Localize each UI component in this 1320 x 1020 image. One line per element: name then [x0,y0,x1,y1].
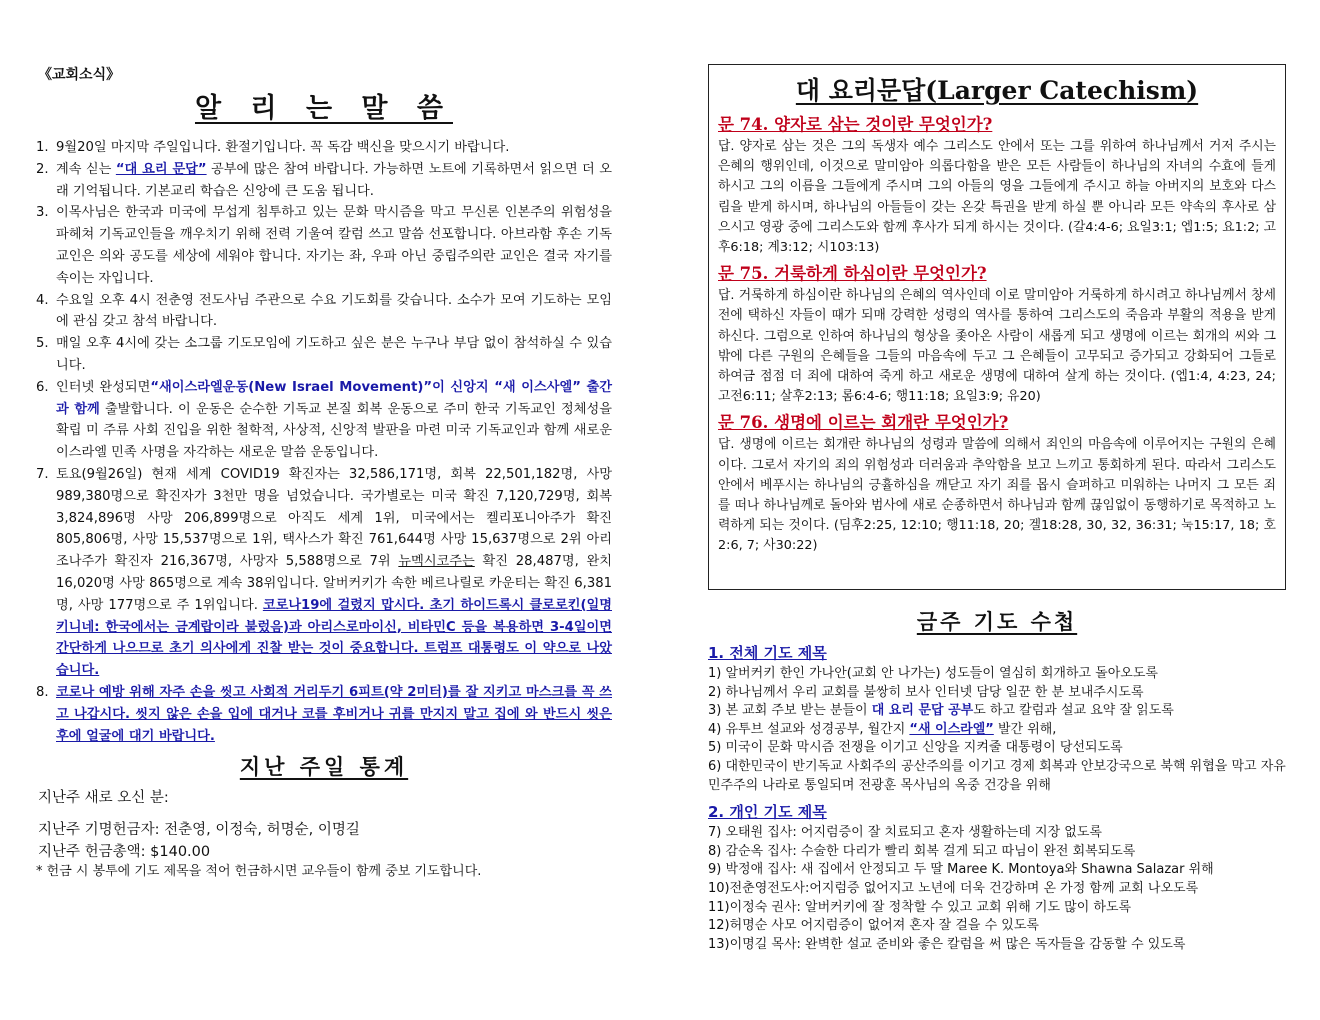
catechism-box [708,64,1286,590]
stat-gap [36,809,612,819]
prayer-item [708,665,1286,684]
prayer-item: 9) 박정애 집사: 새 집에서 안정되고 두 딸 Maree K. Montoya와 Shawna Salazar 위해 [708,862,1214,878]
catechism-question: 문 75. 거룩하게 하심이란 무엇인가? [718,264,987,284]
text-run: 인터넷 완성되면 [56,379,151,395]
notice-number: 2. [36,161,49,177]
notice-item [36,377,612,464]
notice-item [36,159,612,203]
notice-number: 5. [36,336,49,352]
notice-item [36,290,612,334]
prayer-item: 10)전춘영전도사:어지럼증 없어지고 노년에 더욱 건강하며 온 가정 함께 교회 나오도록 [708,880,1199,896]
notice-item [36,464,612,682]
stats-title: 지난 주일 통계 [239,755,409,780]
prayer-item [708,758,1286,795]
notice-number: 4. [36,292,49,308]
prayer-personal-heading: 2. 개인 기도 제목 [708,803,827,822]
catechism-answer: 답. 양자로 삼는 것은 그의 독생자 예수 그리스도 안에서 또는 그를 위하여 하나님께서 거저 주시는 은혜의 행위인데, 이것으로 말미암아 의롭다함을 받은 모든 사람들이 하나님의 자녀의 수효에 들게 하시고 그의 이름을 그들에게 주시며 그의 아들의 영을 그들에게 주시고 하늘 아버지의 보호와 다스림을 받게 하시며, 하나님의 아들들이 갖는 온갖 특권을 받게 하실 뿐 아니라 모든 약속의 후사로 삼으시고 영광 중에 그리스도와 함께 후사가 되게 하시는 것이다. (갈4:4-6; 요일3:1; 엡1:5; 요1:2; 고후6:18; 계3:12; 시103:13) [718,139,1276,256]
notice-item [36,333,612,377]
right-column [708,64,1286,954]
prayer-item: 12)허명순 사모 어지럼증이 없어져 혼자 잘 걸을 수 있도록 [708,918,1039,934]
notice-number: 7. [36,466,49,482]
text-run: 뉴멕시코주는 [398,554,475,570]
notice-item [36,682,612,747]
text-run: 9월20일 마지막 주일입니다. 환절기입니다. 꼭 독감 백신을 맞으시기 바랍니다. [56,140,510,155]
prayer-item: 13)이명길 목사: 완벽한 설교 준비와 좋은 칼럼을 써 많은 독자들을 감동할 수 있도록 [708,936,1186,952]
text-run: 공부에 많은 참여 바랍니다. 가능하면 노트에 기록하면서 읽으면 더 오래 기억됩니다. 기본교리 학습은 신앙에 큰 도움 됩니다. [56,161,612,199]
text-run: 5) 미국이 문화 막시즘 전쟁을 이기고 신앙을 지켜줄 대통령이 당선되도록 [708,740,1123,756]
section-tag: 《교회소식》 [38,67,121,83]
text-run: 코로나19에 걸렸지 맙시다. 초기 하이드록시 클로로킨(일명 키니네: 한국에서는 금계랍이라 불렀음)과 아리스로마이신, 비타민C 등을 복용하면 3-4일이면 간단하게 나으므로 초기 의사에게 진찰 받는 것이 중요합니다. 트럼프 대통령도 이 약으로 나았습니다. [56,597,612,679]
catechism-answer: 답. 거룩하게 하심이란 하나님의 은혜의 역사인데 이로 말미암아 거룩하게 하시려고 하나님께서 창세 전에 택하신 자들이 때가 되매 강력한 성령의 역사를 통하여 그리스도의 죽음과 부활의 적용을 받게 하신다. 그럼으로 인하여 하나님의 형상을 좇아온 사람이 새롭게 되고 생명에 이르는 회개의 씨와 그 밖에 다른 구원의 은혜들을 그들의 마음속에 두고 그 은혜들이 고무되고 증가되고 강화되어 그들로 하여금 점점 더 죄에 대하여 죽게 하고 새로운 생명에 대하여 살게 하는 것이다. (엡1:4, 4:23, 24; 고전6:11; 살후2:13; 롬6:4-6; 행11:18; 요일3:9; 유20) [718,288,1276,405]
catechism-qa-list [718,111,1276,557]
text-run: 확진 28,487명, 완치 16,020명 사망 865명으로 계속 38위입니다. 알버커키가 속한 베르나릴로 카운티는 확진 6,381명, 사망 177명으로 주 1위입니다. [56,554,613,613]
stat-donors: 지난주 기명헌금자: 전춘영, 이정숙, 허명순, 이명길 [38,822,360,839]
notice-number: 8. [36,684,49,700]
prayer-personal-list [708,824,1286,954]
notice-number: 3. [36,205,49,221]
text-run: 6) 대한민국이 반기독교 사회주의 공산주의를 이기고 경제 회복과 안보강국으로 북핵 위협을 막고 자유 민주주의 나라로 통일되며 전광훈 목사님의 옥중 건강을 위해 [708,758,1286,793]
notice-list [36,137,612,747]
text-run: 계속 싣는 [56,161,116,177]
offering-footnote: * 헌금 시 봉투에 기도 제목을 적어 헌금하시면 교우들이 함께 중보 기도합니다. [36,864,482,880]
notice-number: 6. [36,379,49,395]
text-run: 대 요리 문답 공부 [871,703,974,719]
text-run: 수요일 오후 4시 전춘영 전도사님 주관으로 수요 기도회를 갖습니다. 소수가 모여 기도하는 모임에 관심 갖고 참석 바랍니다. [56,292,612,330]
prayer-item: 11)이정숙 권사: 알버커키에 잘 정착할 수 있고 교회 위해 기도 많이 하도록 [708,899,1132,915]
notice-item [36,137,612,159]
text-run: 코로나 예방 위해 자주 손을 씻고 사회적 거리두기 6피트(약 2미터)를 잘 지키고 마스크를 꼭 쓰고 나갑시다. 씻지 않은 손을 입에 대거나 코를 후비거나 귀를 만지지 말고 집에 와 반드시 씻은 후에 얼굴에 대기 바랍니다. [56,684,612,744]
page-title: 알 리 는 말 씀 [194,93,453,124]
notice-item [36,202,612,289]
prayer-item [708,739,1286,758]
text-run: 4) 유투브 설교와 성경공부, 월간지 [708,721,910,737]
text-run: 2) 하나님께서 우리 교회를 불쌍히 보사 인터넷 담당 일꾼 한 분 보내주시도록 [708,684,1144,700]
prayer-general-list [708,665,1286,795]
catechism-question: 문 76. 생명에 이르는 회개란 무엇인가? [718,413,1009,433]
text-run: “새이스라엘운동(New Israel Movement)”이 신앙지 “새 이스사엘” 출간과 함께 [56,379,612,417]
text-run: 토요(9월26일) 현재 세계 COVID19 확진자는 32,586,171명, 회복 22,501,182명, 사망 989,380명으로 확진자가 3천만 명을 넘었습니다. 국가별로는 미국 확진 7,120,729명, 회복 3,824,896명 사망 206,899명으로 아직도 세계 1위, 미국에서는 켈리포니아주가 확진 805,806명, 사망 15,537명으로 1위, 택사스가 확진 761,644명 사망 15,637명으로 2위 아리조나주가 확진자 216,367명, 사망자 5,588명으로 7위 [56,466,612,570]
text-run: 1) 알버커키 한인 가나안(교회 안 나가는) 성도들이 열심히 회개하고 돌아오도록 [708,666,1158,681]
prayer-title: 금주 기도 수첩 [916,610,1078,634]
prayer-item: 7) 오태원 집사: 어지럼증이 잘 치료되고 혼자 생활하는데 지장 없도록 [708,825,1102,841]
text-run: “새 이스라엘” [909,721,994,737]
text-run: “대 요리 문답” [115,161,207,177]
text-run: 3) 본 교회 주보 받는 분들이 [708,703,872,719]
prayer-general-heading: 1. 전체 기도 제목 [708,644,827,662]
prayer-item [708,702,1286,721]
prayer-item [708,684,1286,703]
catechism-answer: 답. 생명에 이르는 회개란 하나님의 성령과 말씀에 의해서 죄인의 마음속에 이루어지는 구원의 은혜이다. 그로서 자기의 죄의 위험성과 더러움과 추악함을 보고 느끼고 통회하게 된다. 따라서 그리스도 안에서 베푸시는 하나님의 긍휼하심을 깨닫고 자기 죄를 몹시 슬퍼하고 미워하는 나머지 그 모든 죄를 떠나 하나님께로 돌아와 범사에 새로 순종하면서 하나님과 함께 끊임없이 동행하기로 목적하고 노력하게 되는 것이다. (딤후2:25, 12:10; 행11:18, 20; 겔18:28, 30, 32, 36:31; 눅15:17, 18; 호2:6, 7; 사30:22) [718,437,1276,554]
catechism-title: 대 요리문답(Larger Catechism) [795,76,1199,105]
text-run: 출발합니다. 이 운동은 순수한 기독교 본질 회복 운동으로 주미 한국 기독교인 정체성을 확립 미 주류 사회 진입을 위한 철학적, 사상적, 신앙적 발판을 마련 미국 기독교인과 함께 새로운 이스라엘 민족 사명을 자각하는 새로운 말씀 운동입니다. [56,401,612,461]
left-column [36,64,612,881]
catechism-question: 문 74. 양자로 삼는 것이란 무엇인가? [718,115,993,134]
text-run: 이목사님은 한국과 미국에 무섭게 침투하고 있는 문화 막시즘을 막고 무신론 인본주의 위험성을 파헤쳐 기독교인들을 깨우치기 위해 전력 기울여 칼럼 쓰고 말씀 선포합니다. 아브라함 후손 기독교인은 의와 공도를 세상에 세워야 합니다. 자기는 좌, 우파 아닌 중립주의란 교인은 결국 자기를 속이는 자입니다. [56,205,612,286]
stat-total: 지난주 헌금총액: $140.00 [38,844,211,861]
stat-new-visitors: 지난주 새로 오신 분: [38,790,169,807]
text-run: 발간 위해, [993,721,1057,737]
prayer-item [708,721,1286,740]
text-run: 매일 오후 4시에 갖는 소그룹 기도모임에 기도하고 싶은 분은 누구나 부담 없이 참석하실 수 있습니다. [56,336,612,373]
prayer-item: 8) 감순옥 집사: 수술한 다리가 빨리 회복 걸게 되고 따님이 완전 회복되도록 [708,843,1136,859]
notice-number: 1. [36,140,49,155]
text-run: 도 하고 칼럼과 설교 요약 잘 읽도록 [973,703,1174,719]
